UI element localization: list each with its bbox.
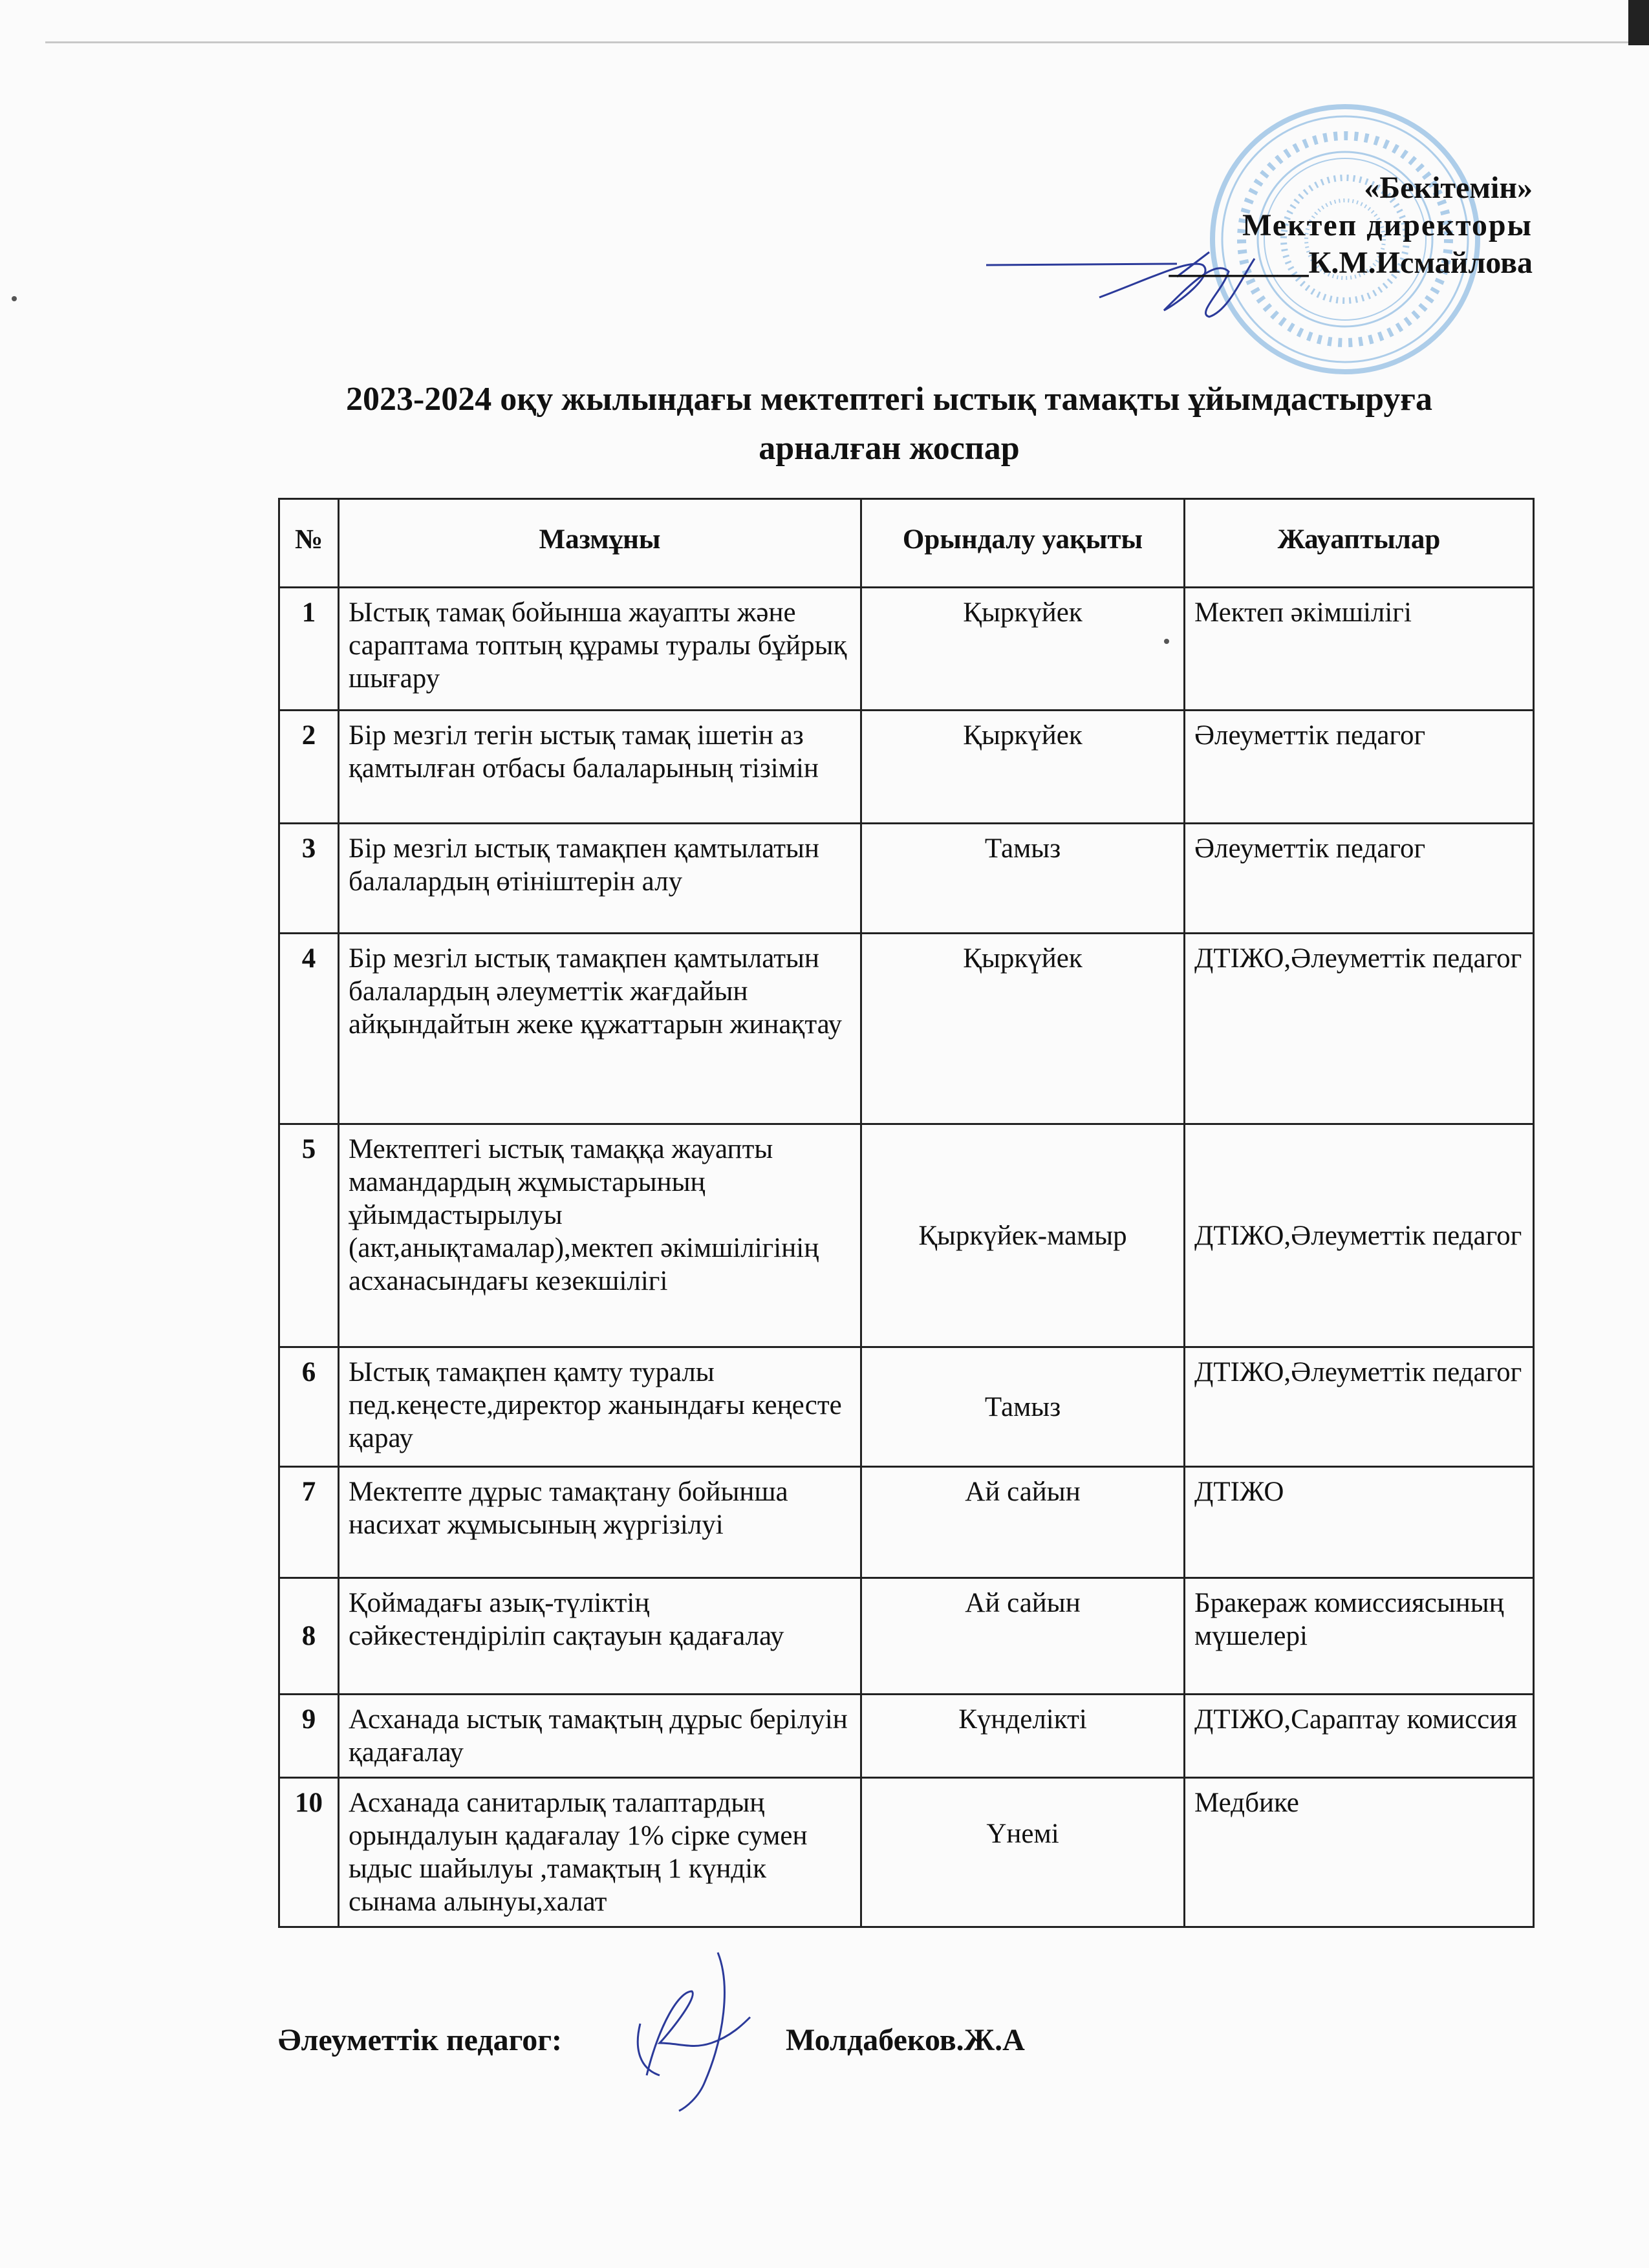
table-row [279, 711, 1534, 824]
row-responsible: Әлеуметтік педагог [1185, 711, 1534, 824]
row-responsible: ДТІЖО,Әлеуметтік педагог [1185, 934, 1534, 1124]
row-content: Бір мезгіл ыстық тамақпен қамтылатын балалардың әлеуметтік жағдайын айқындайтын жеке құжаттарын жинақтау [339, 934, 861, 1124]
title-line-1: 2023-2024 оқу жылындағы мектептегі ыстық тамақты ұйымдастыруға [345, 381, 1433, 418]
row-responsible: Әлеуметтік педагог [1185, 824, 1534, 934]
header-responsible: Жауаптылар [1185, 499, 1534, 588]
approval-word: «Бекітемін» [1364, 171, 1533, 205]
row-content: Ыстық тамақ бойынша жауапты және сараптама топтың құрамы туралы бұйрық шығару [339, 588, 861, 711]
row-responsible: ДТІЖО,Әлеуметтік педагог [1185, 1124, 1534, 1347]
table-row [279, 1347, 1534, 1467]
row-content: Ыстық тамақпен қамту туралы пед.кеңесте,директор жанындағы кеңесте қарау [339, 1347, 861, 1467]
table-row [279, 824, 1534, 934]
table-row [279, 1578, 1534, 1695]
row-content: Мектепте дұрыс тамақтану бойынша насихат жұмысының жүргізілуі [339, 1467, 861, 1578]
row-content: Бір мезгіл тегін ыстық тамақ ішетін аз қамтылған отбасы балаларының тізімін [339, 711, 861, 824]
scan-speck [12, 296, 17, 301]
header-content: Мазмұны [339, 499, 861, 588]
row-content: Бір мезгіл ыстық тамақпен қамтылатын балалардың өтініштерін алу [339, 824, 861, 934]
scan-top-line [45, 41, 1643, 43]
table-row [279, 588, 1534, 711]
approval-position: Мектеп директоры [1242, 208, 1533, 242]
document-title [246, 375, 1533, 473]
table-header-row [279, 499, 1534, 588]
title-line-2: арналған жоспар [759, 430, 1020, 467]
row-content: Асханада ыстық тамақтың дұрыс берілуін қадағалау [339, 1695, 861, 1778]
approval-underline: _________ [1169, 246, 1309, 280]
scan-corner-mark [1628, 0, 1649, 45]
row-number: 5 [279, 1124, 339, 1347]
row-number: 4 [279, 934, 339, 1124]
social-pedagogue-signature [621, 1946, 776, 2114]
row-deadline: Күнделікті [861, 1695, 1185, 1778]
row-deadline: Қыркүйек [861, 934, 1185, 1124]
table-row [279, 1467, 1534, 1578]
row-responsible: Медбике [1185, 1778, 1534, 1927]
row-number: 2 [279, 711, 339, 824]
row-content: Мектептегі ыстық тамаққа жауапты мамандардың жұмыстарының ұйымдастырылуы (акт,анықтамалар),мектеп әкімшілігінің асханасындағы кезекшілігі [339, 1124, 861, 1347]
row-deadline: Қыркүйек [861, 588, 1185, 711]
row-deadline: Қыркүйек [861, 711, 1185, 824]
row-responsible: ДТІЖО,Сараптау комиссия [1185, 1695, 1534, 1778]
row-number: 6 [279, 1347, 339, 1467]
row-deadline: Ай сайын [861, 1578, 1185, 1695]
header-deadline: Орындалу уақыты [861, 499, 1185, 588]
row-content: Асханада санитарлық талаптардың орындалуын қадағалау 1% сірке сумен ыдыс шайылуы ,тамақтың 1 күндік сынама алынуы,халат [339, 1778, 861, 1927]
row-number: 9 [279, 1695, 339, 1778]
row-responsible: Бракераж комиссиясының мүшелері [1185, 1578, 1534, 1695]
row-content: Қоймадағы азық-түліктің сәйкестендіріліп сақтауын қадағалау [339, 1578, 861, 1695]
footer-name: Молдабеков.Ж.А [786, 2023, 1025, 2057]
row-deadline: Қыркүйек-мамыр [861, 1124, 1185, 1347]
row-deadline: Ай сайын [861, 1467, 1185, 1578]
row-deadline: Тамыз [861, 1347, 1185, 1467]
row-number: 8 [279, 1578, 339, 1695]
table-row [279, 934, 1534, 1124]
header-number: № [279, 499, 339, 588]
approval-director-name: _________К.М.Исмайлова [1169, 246, 1533, 280]
row-deadline: Тамыз [861, 824, 1185, 934]
row-deadline: Үнемі [861, 1778, 1185, 1927]
footer-role: Әлеуметтік педагог: [278, 2023, 563, 2057]
row-responsible: ДТІЖО,Әлеуметтік педагог [1185, 1347, 1534, 1467]
approval-block [1169, 169, 1533, 282]
row-number: 3 [279, 824, 339, 934]
table-row [279, 1124, 1534, 1347]
row-responsible: Мектеп әкімшілігі [1185, 588, 1534, 711]
table-row [279, 1695, 1534, 1778]
row-responsible: ДТІЖО [1185, 1467, 1534, 1578]
row-number: 10 [279, 1778, 339, 1927]
table-row [279, 1778, 1534, 1927]
row-number: 1 [279, 588, 339, 711]
plan-table [278, 498, 1535, 1928]
row-number: 7 [279, 1467, 339, 1578]
